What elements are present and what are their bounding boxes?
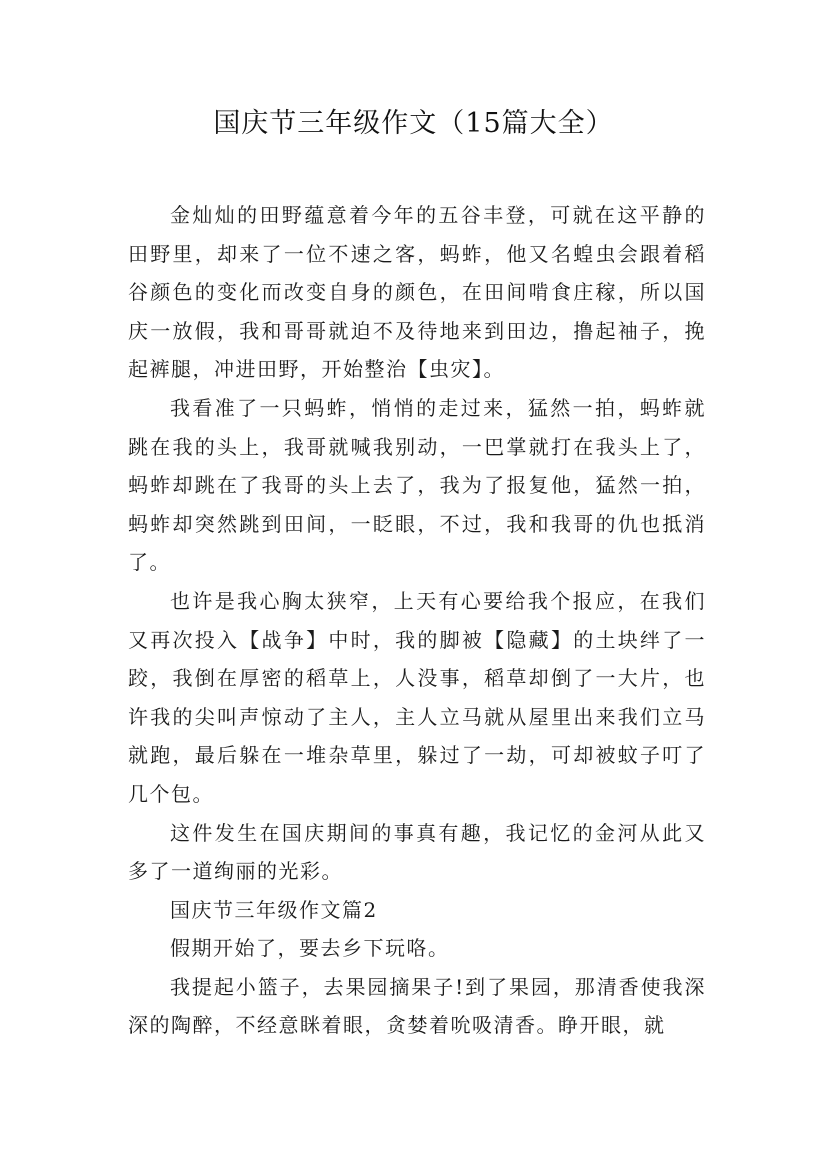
paragraph: 我提起小篮子，去果园摘果子!到了果园，那清香使我深深的陶醉，不经意眯着眼，贪婪着吮吸清香。睁开眼，就 [128, 974, 706, 1038]
section-heading: 国庆节三年级作文篇2 [170, 897, 378, 922]
page-title: 国庆节三年级作文（15篇大全） [213, 108, 614, 139]
paragraph: 我看准了一只蚂蚱，悄悄的走过来，猛然一拍，蚂蚱就跳在我的头上，我哥就喊我别动，一巴掌就打在我头上了，蚂蚱却跳在了我哥的头上去了，我为了报复他，猛然一拍，蚂蚱却突然跳到田间，一眨眼，不过，我和我哥的仇也抵消了。 [128, 395, 706, 575]
paragraph: 也许是我心胸太狭窄，上天有心要给我个报应，在我们又再次投入【战争】中时，我的脚被【隐藏】的土块绊了一跤，我倒在厚密的稻草上，人没事，稻草却倒了一大片，也许我的尖叫声惊动了主人，主人立马就从屋里出来我们立马就跑，最后躲在一堆杂草里，躲过了一劫，可却被蚊子叮了几个包。 [128, 588, 706, 806]
paragraph: 金灿灿的田野蕴意着今年的五谷丰登，可就在这平静的田野里，却来了一位不速之客，蚂蚱，他又名蝗虫会跟着稻谷颜色的变化而改变自身的颜色，在田间啃食庄稼，所以国庆一放假，我和哥哥就迫不及待地来到田边，撸起袖子，挽起裤腿，冲进田野，开始整治【虫灾】。 [128, 203, 706, 382]
article-body [128, 196, 706, 1045]
paragraph: 假期开始了，要去乡下玩咯。 [170, 936, 450, 961]
paragraph: 这件发生在国庆期间的事真有趣，我记忆的金河从此又多了一道绚丽的光彩。 [128, 820, 706, 884]
